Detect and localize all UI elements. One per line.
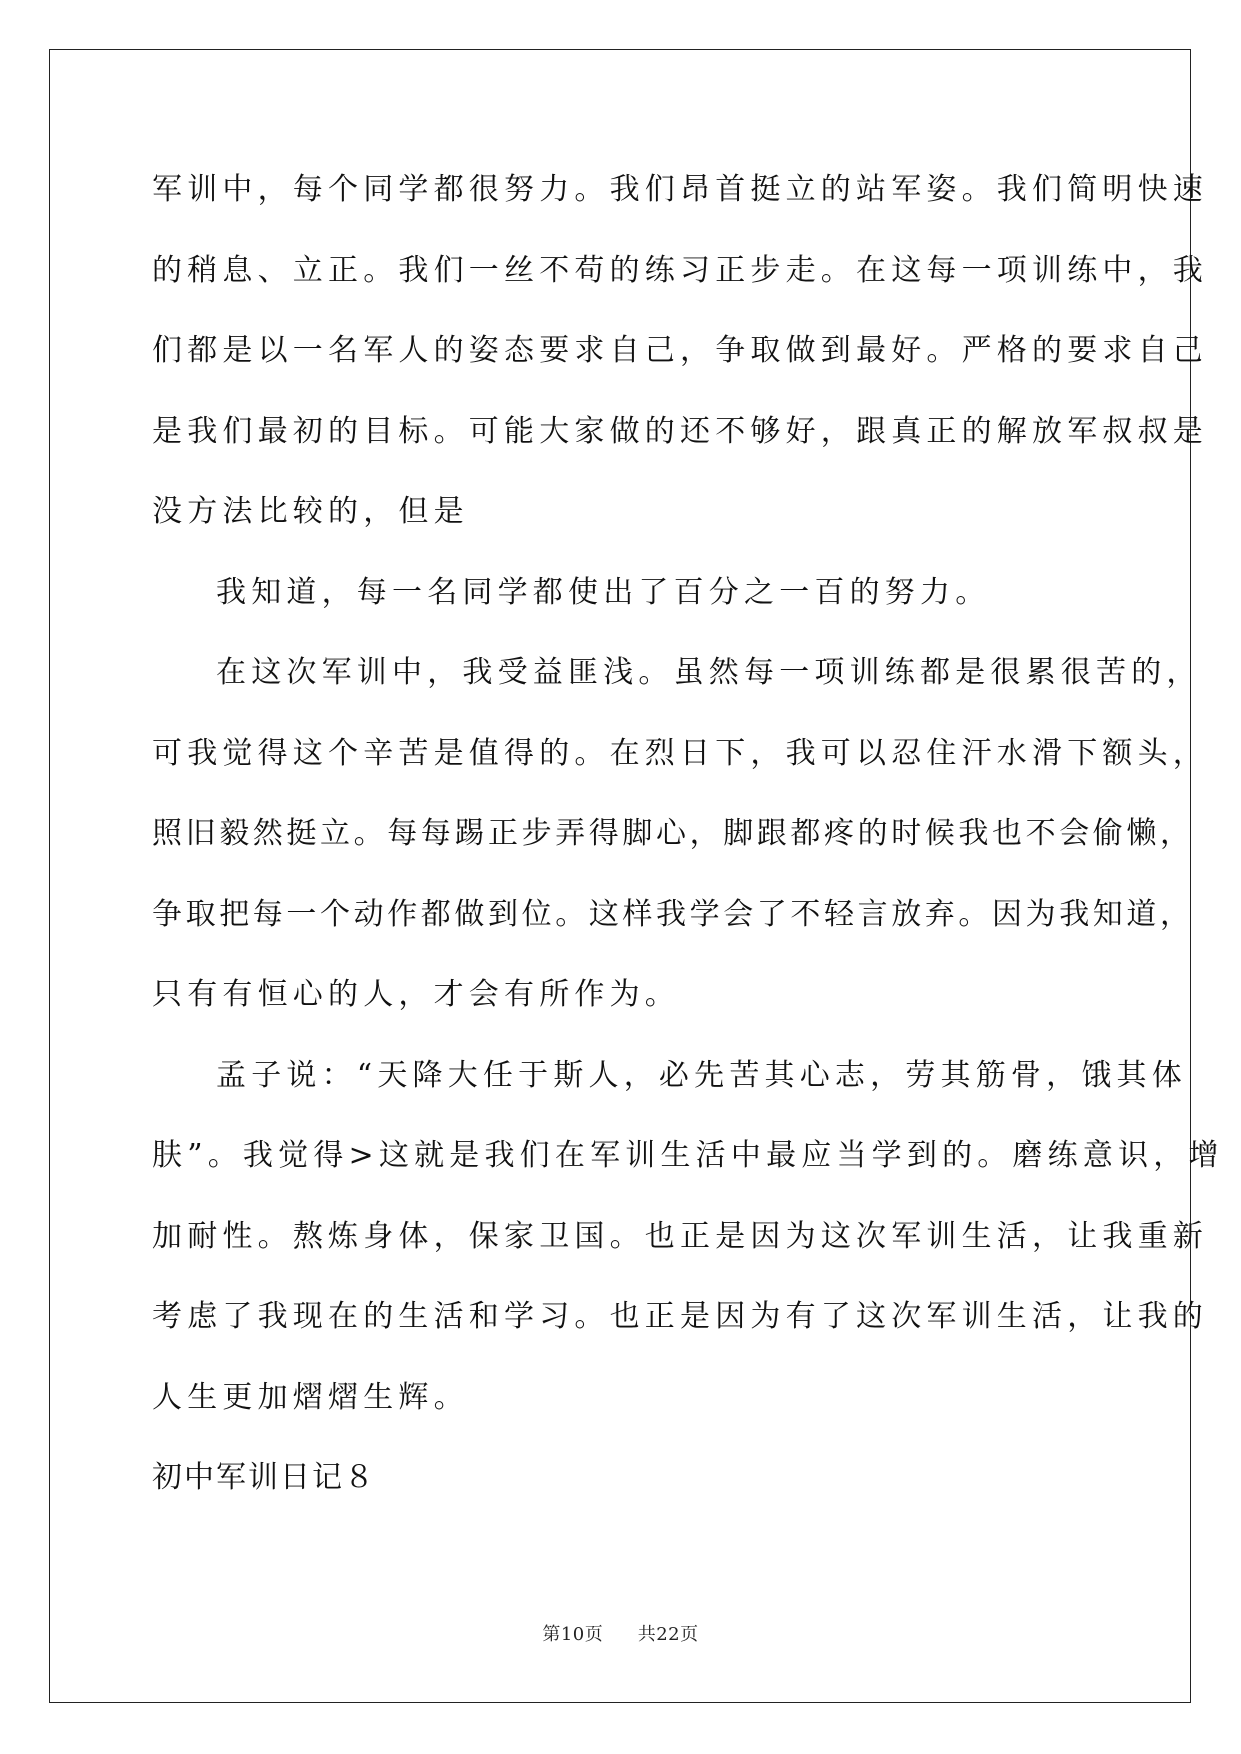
body-line: 考虑了我现在的生活和学习。也正是因为有了这次军训生活，让我的 [152, 1299, 1208, 1334]
body-line: 照旧毅然挺立。每每踢正步弄得脚心，脚跟都疼的时候我也不会偷懒， [152, 816, 1194, 851]
page-footer [0, 1620, 1241, 1646]
page-total: 共22页 [637, 1624, 699, 1645]
paragraph-line: 我知道，每一名同学都使出了百分之一百的努力。 [216, 574, 991, 610]
page-number: 第10页 [542, 1624, 604, 1645]
body-line: 没方法比较的，但是 [152, 494, 469, 529]
body-line: 争取把每一个动作都做到位。这样我学会了不轻言放弃。因为我知道， [152, 896, 1194, 932]
body-line: 肤”。我觉得>这就是我们在军训生活中最应当学到的。磨练意识，增 [152, 1138, 1224, 1173]
body-line: 军训中，每个同学都很努力。我们昂首挺立的站军姿。我们简明快速 [152, 172, 1208, 207]
body-line: 人生更加熠熠生辉。 [152, 1379, 469, 1415]
section-heading: 初中军训日记８ [152, 1460, 376, 1495]
body-line: 可我觉得这个辛苦是值得的。在烈日下，我可以忍住汗水滑下额头， [152, 735, 1208, 771]
body-line: 的稍息、立正。我们一丝不苟的练习正步走。在这每一项训练中，我 [152, 252, 1208, 288]
paragraph-line: 在这次军训中，我受益匪浅。虽然每一项训练都是很累很苦的， [216, 655, 1202, 690]
document-body [152, 150, 1224, 1519]
paragraph-line: 孟子说：“天降大任于斯人，必先苦其心志，劳其筋骨，饿其体 [216, 1057, 1187, 1093]
body-line: 加耐性。熬炼身体，保家卫国。也正是因为这次军训生活，让我重新 [152, 1218, 1208, 1254]
body-line: 是我们最初的目标。可能大家做的还不够好，跟真正的解放军叔叔是 [152, 413, 1208, 449]
body-line: 们都是以一名军人的姿态要求自己，争取做到最好。严格的要求自己 [152, 333, 1208, 368]
body-line: 只有有恒心的人，才会有所作为。 [152, 977, 680, 1012]
